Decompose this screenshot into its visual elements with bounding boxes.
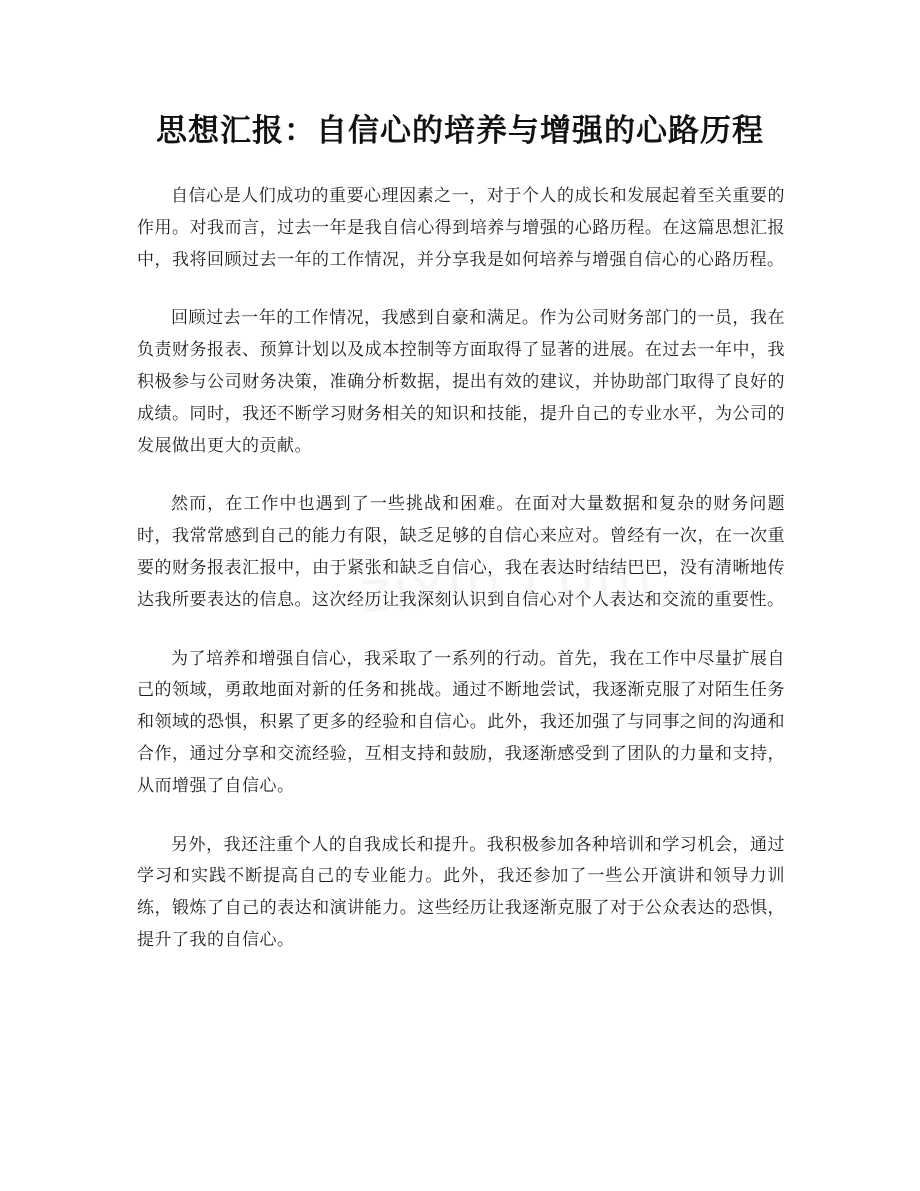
- paragraph-2: 回顾过去一年的工作情况，我感到自豪和满足。作为公司财务部门的一员，我在负责财务报表、预算计划以及成本控制等方面取得了显著的进展。在过去一年中，我积极参与公司财务决策，准确分析数据，提出有效的建议，并协助部门取得了良好的成绩。同时，我还不断学习财务相关的知识和技能，提升自己的专业水平，为公司的发展做出更大的贡献。: [137, 308, 785, 456]
- paragraph-4: 为了培养和增强自信心，我采取了一系列的行动。首先，我在工作中尽量扩展自己的领域，勇敢地面对新的任务和挑战。通过不断地尝试，我逐渐克服了对陌生任务和领域的恐惧，积累了更多的经验和自信心。此外，我还加强了与同事之间的沟通和合作，通过分享和交流经验，互相支持和鼓励，我逐渐感受到了团队的力量和支持，从而增强了自信心。: [137, 648, 785, 796]
- paragraph-3: 然而，在工作中也遇到了一些挑战和困难。在面对大量数据和复杂的财务问题时，我常常感到自己的能力有限，缺乏足够的自信心来应对。曾经有一次，在一次重要的财务报表汇报中，由于紧张和缺乏自信心，我在表达时结结巴巴，没有清晰地传达我所要表达的信息。这次经历让我深刻认识到自信心对个人表达和交流的重要性。: [137, 494, 785, 610]
- paragraph-1: 自信心是人们成功的重要心理因素之一，对于个人的成长和发展起着至关重要的作用。对我而言，过去一年是我自信心得到培养与增强的心路历程。在这篇思想汇报中，我将回顾过去一年的工作情况，并分享我是如何培养与增强自信心的心路历程。: [137, 186, 785, 270]
- document-body: [137, 181, 785, 984]
- document-title: 思想汇报：自信心的培养与增强的心路历程: [156, 113, 764, 149]
- paragraph-5: 另外，我还注重个人的自我成长和提升。我积极参加各种培训和学习机会，通过学习和实践不断提高自己的专业能力。此外，我还参加了一些公开演讲和领导力训练，锻炼了自己的表达和演讲能力。这些经历让我逐渐克服了对于公众表达的恐惧，提升了我的自信心。: [137, 834, 785, 950]
